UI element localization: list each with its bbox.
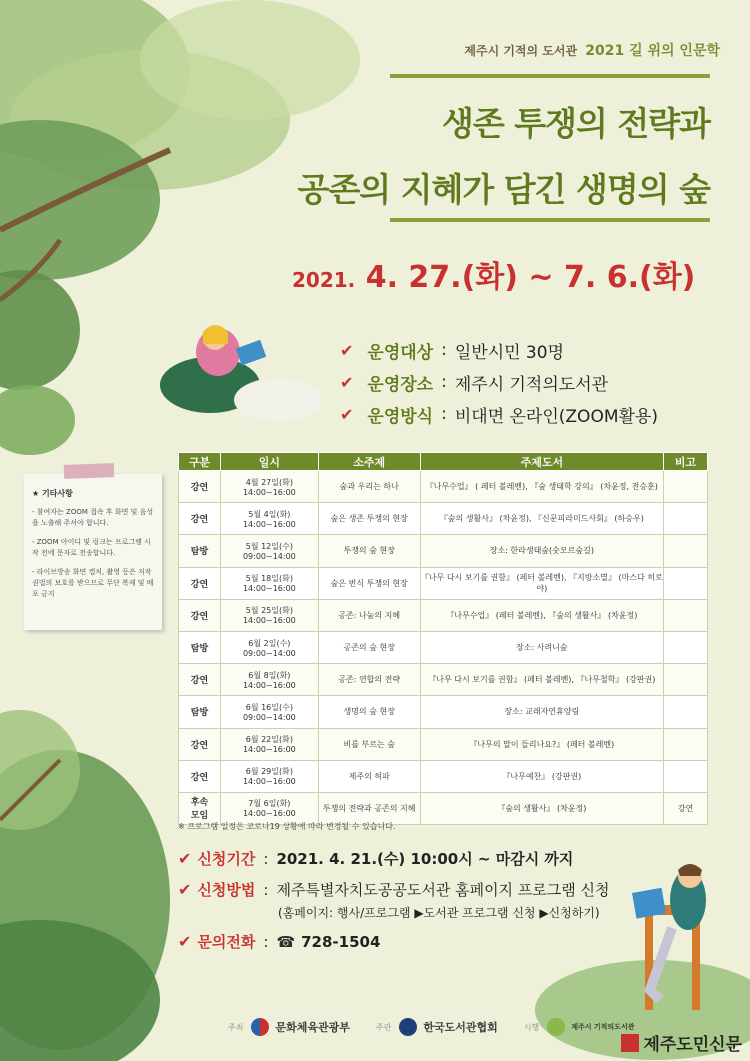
cell-book: 장소: 한라생태숲(숫모르숲길) [420, 535, 663, 567]
cell-date: 6월 22일(화) 14:00~16:00 [220, 728, 318, 760]
library-logo-icon [547, 1018, 565, 1036]
title-divider-top [390, 74, 710, 78]
cell-topic: 공존의 숲 현장 [318, 631, 420, 663]
government-emblem-icon [251, 1018, 269, 1036]
table-row [179, 728, 708, 760]
info-label: 운영대상 [367, 342, 434, 363]
cell-topic: 투쟁의 전략과 공존의 지혜 [318, 792, 420, 824]
apply-label: 문의전화 [197, 933, 256, 951]
cell-type: 강연 [179, 728, 221, 760]
cell-book: 『숲의 생활사』 (차윤정) [420, 792, 663, 824]
cell-book: 『나무예찬』 (강판권) [420, 760, 663, 792]
newspaper-logo-icon [621, 1034, 639, 1052]
header-type: 구분 [179, 453, 221, 471]
series-name: 2021 길 위의 인문학 [585, 43, 720, 59]
info-location [340, 366, 658, 398]
newspaper-name: 제주도민신문 [643, 1035, 742, 1055]
check-icon: ✔ [178, 880, 192, 899]
title-line-2: 공존의 지혜가 담긴 생명의 숲 [297, 170, 710, 209]
schedule-table [178, 452, 708, 825]
info-value: 제주시 기적의도서관 [454, 374, 609, 395]
header-topic: 소주제 [318, 453, 420, 471]
table-row [179, 664, 708, 696]
apply-method [178, 879, 610, 900]
sponsors-bar [228, 1018, 660, 1036]
header-note: 비고 [664, 453, 708, 471]
sponsor-role: 주최 [228, 1022, 244, 1032]
cell-date: 6월 29일(화) 14:00~16:00 [220, 760, 318, 792]
cell-topic: 생명의 숲 현장 [318, 696, 420, 728]
cell-topic: 공존: 연합의 전략 [318, 664, 420, 696]
cell-note [664, 664, 708, 696]
cell-note [664, 728, 708, 760]
event-range: 4. 27.(화) ~ 7. 6.(화) [365, 260, 696, 295]
cell-book: 장소: 사려니숲 [420, 631, 663, 663]
table-row [179, 696, 708, 728]
cell-type: 강연 [179, 471, 221, 503]
notes-item: - ZOOM 아이디 및 링크는 프로그램 시작 전에 문자로 전송합니다. [32, 538, 151, 557]
check-icon: ✔ [178, 932, 192, 951]
cell-note [664, 696, 708, 728]
cell-date: 7월 6일(화) 14:00~16:00 [220, 792, 318, 824]
sponsor-name: 한국도서관협회 [423, 1021, 498, 1034]
title-divider-bottom [390, 218, 710, 222]
info-label: 운영방식 [367, 406, 434, 427]
cell-note [664, 631, 708, 663]
notes-item: - 참여자는 ZOOM 접속 후 화면 및 음성을 노출해 주셔야 합니다. [32, 508, 154, 527]
check-icon: ✔ [340, 404, 354, 424]
cell-type: 탐방 [179, 696, 221, 728]
organizer-line: 제주시 기적의 도서관 [464, 44, 578, 58]
sponsor-name: 문화체육관광부 [275, 1021, 350, 1034]
info-target [340, 334, 658, 366]
cell-date: 5월 18일(화) 14:00~16:00 [220, 567, 318, 599]
apply-method-detail: (홈페이지: 행사/프로그램 ▶도서관 프로그램 신청 ▶신청하기) [278, 906, 600, 920]
check-icon: ✔ [178, 849, 192, 868]
table-row [179, 535, 708, 567]
table-row [179, 792, 708, 824]
cell-topic: 제주의 허파 [318, 760, 420, 792]
cell-note [664, 535, 708, 567]
application-info [178, 848, 610, 962]
title-line-1: 생존 투쟁의 전략과 [441, 104, 710, 143]
info-value: 일반시민 30명 [454, 342, 564, 363]
apply-value: 제주특별자치도공공도서관 홈페이지 프로그램 신청 [276, 881, 610, 899]
header-book: 주제도서 [420, 453, 663, 471]
sponsor-operator [524, 1018, 635, 1036]
library-association-logo-icon [399, 1018, 417, 1036]
cell-type: 강연 [179, 664, 221, 696]
cell-type: 강연 [179, 503, 221, 535]
apply-value: 728-1504 [301, 933, 381, 951]
cell-book: 『숲의 생활사』 (차윤정), 『신문피라미드사회』 (하승우) [420, 503, 663, 535]
cell-topic: 숲은 생존 투쟁의 현장 [318, 503, 420, 535]
cell-date: 5월 4일(화) 14:00~16:00 [220, 503, 318, 535]
event-year: 2021. [292, 268, 356, 292]
cell-book: 『나무수업』 (페터 볼레벤), 『숲의 생활사』 (차윤정) [420, 599, 663, 631]
cell-book: 『나무 다시 보기를 권함』 (페터 볼레벤), 『지방소멸』 (마스다 히로야) [420, 567, 663, 599]
schedule-footnote: ※ 프로그램 일정은 코로나19 상황에 따라 변경될 수 있습니다. [178, 822, 396, 831]
cell-type: 강연 [179, 760, 221, 792]
sponsor-host [228, 1018, 350, 1036]
cell-date: 6월 16일(수) 09:00~14:00 [220, 696, 318, 728]
cell-date: 4월 27일(화) 14:00~16:00 [220, 471, 318, 503]
table-body [179, 471, 708, 825]
info-list [340, 334, 658, 430]
sponsor-role: 주관 [375, 1022, 392, 1032]
cell-note [664, 760, 708, 792]
cell-topic: 비를 부르는 숲 [318, 728, 420, 760]
cell-date: 6월 2일(수) 09:00~14:00 [220, 631, 318, 663]
sponsor-organizer [376, 1018, 498, 1036]
notes-title: ★ 기타사항 [32, 489, 73, 498]
sponsor-role: 시행 [523, 1022, 540, 1032]
phone-icon: ☎ [276, 933, 296, 951]
info-separator: : [263, 881, 269, 899]
cell-note [664, 567, 708, 599]
cell-note: 강연 [664, 792, 708, 824]
info-separator: : [441, 404, 447, 424]
apply-label: 신청기간 [197, 850, 256, 868]
info-method [340, 398, 658, 430]
sponsor-name: 제주시 기적의도서관 [571, 1023, 635, 1031]
apply-period [178, 848, 610, 869]
table-row [179, 631, 708, 663]
check-icon: ✔ [340, 340, 354, 360]
program-header [420, 40, 720, 60]
notes-card [24, 474, 162, 630]
apply-label: 신청방법 [197, 881, 256, 899]
cell-note [664, 503, 708, 535]
tape-decoration [64, 463, 114, 479]
table-row [179, 503, 708, 535]
cell-topic: 공존: 나눔의 지혜 [318, 599, 420, 631]
cell-topic: 숲은 번식 투쟁의 현장 [318, 567, 420, 599]
cell-type: 탐방 [179, 631, 221, 663]
notes-item: - 라이브방송 화면 캡처, 촬영 등은 저작권법의 보호를 받으므로 무단 복제 및 배포 금지 [32, 568, 154, 598]
info-separator: : [263, 850, 269, 868]
table-row [179, 567, 708, 599]
cell-date: 5월 12일(수) 09:00~14:00 [220, 535, 318, 567]
table-header-row [179, 453, 708, 471]
apply-value: 2021. 4. 21.(수) 10:00시 ~ 마감시 까지 [276, 850, 574, 868]
cell-note [664, 471, 708, 503]
cell-topic: 숲과 우리는 하나 [318, 471, 420, 503]
cell-book: 『나무의 말이 들리나요?』 (페터 볼레벤) [420, 728, 663, 760]
cell-type: 후속 모임 [179, 792, 221, 824]
table-row [179, 760, 708, 792]
info-label: 운영장소 [367, 374, 434, 395]
cell-note [664, 599, 708, 631]
cell-book: 장소: 교래자연휴양림 [420, 696, 663, 728]
cell-date: 5월 25일(화) 14:00~16:00 [220, 599, 318, 631]
cell-type: 탐방 [179, 535, 221, 567]
info-separator: : [263, 933, 269, 951]
check-icon: ✔ [340, 372, 354, 392]
info-value: 비대면 온라인(ZOOM활용) [454, 406, 658, 427]
cell-type: 강연 [179, 599, 221, 631]
newspaper-watermark [621, 1030, 742, 1055]
event-period [292, 252, 695, 296]
apply-phone [178, 931, 610, 952]
cell-date: 6월 8일(화) 14:00~16:00 [220, 664, 318, 696]
table-row [179, 599, 708, 631]
cell-topic: 투쟁의 숲 현장 [318, 535, 420, 567]
cell-type: 강연 [179, 567, 221, 599]
table-row [179, 471, 708, 503]
info-separator: : [441, 372, 447, 392]
cell-book: 『나무 다시 보기를 권함』 (페터 볼레벤), 『나무철학』 (강판권) [420, 664, 663, 696]
header-date: 일시 [220, 453, 318, 471]
cell-book: 『나무수업』 ( 페터 볼레벤), 『숲 생태학 강의』 (차윤정, 전승훈) [420, 471, 663, 503]
info-separator: : [441, 340, 447, 360]
